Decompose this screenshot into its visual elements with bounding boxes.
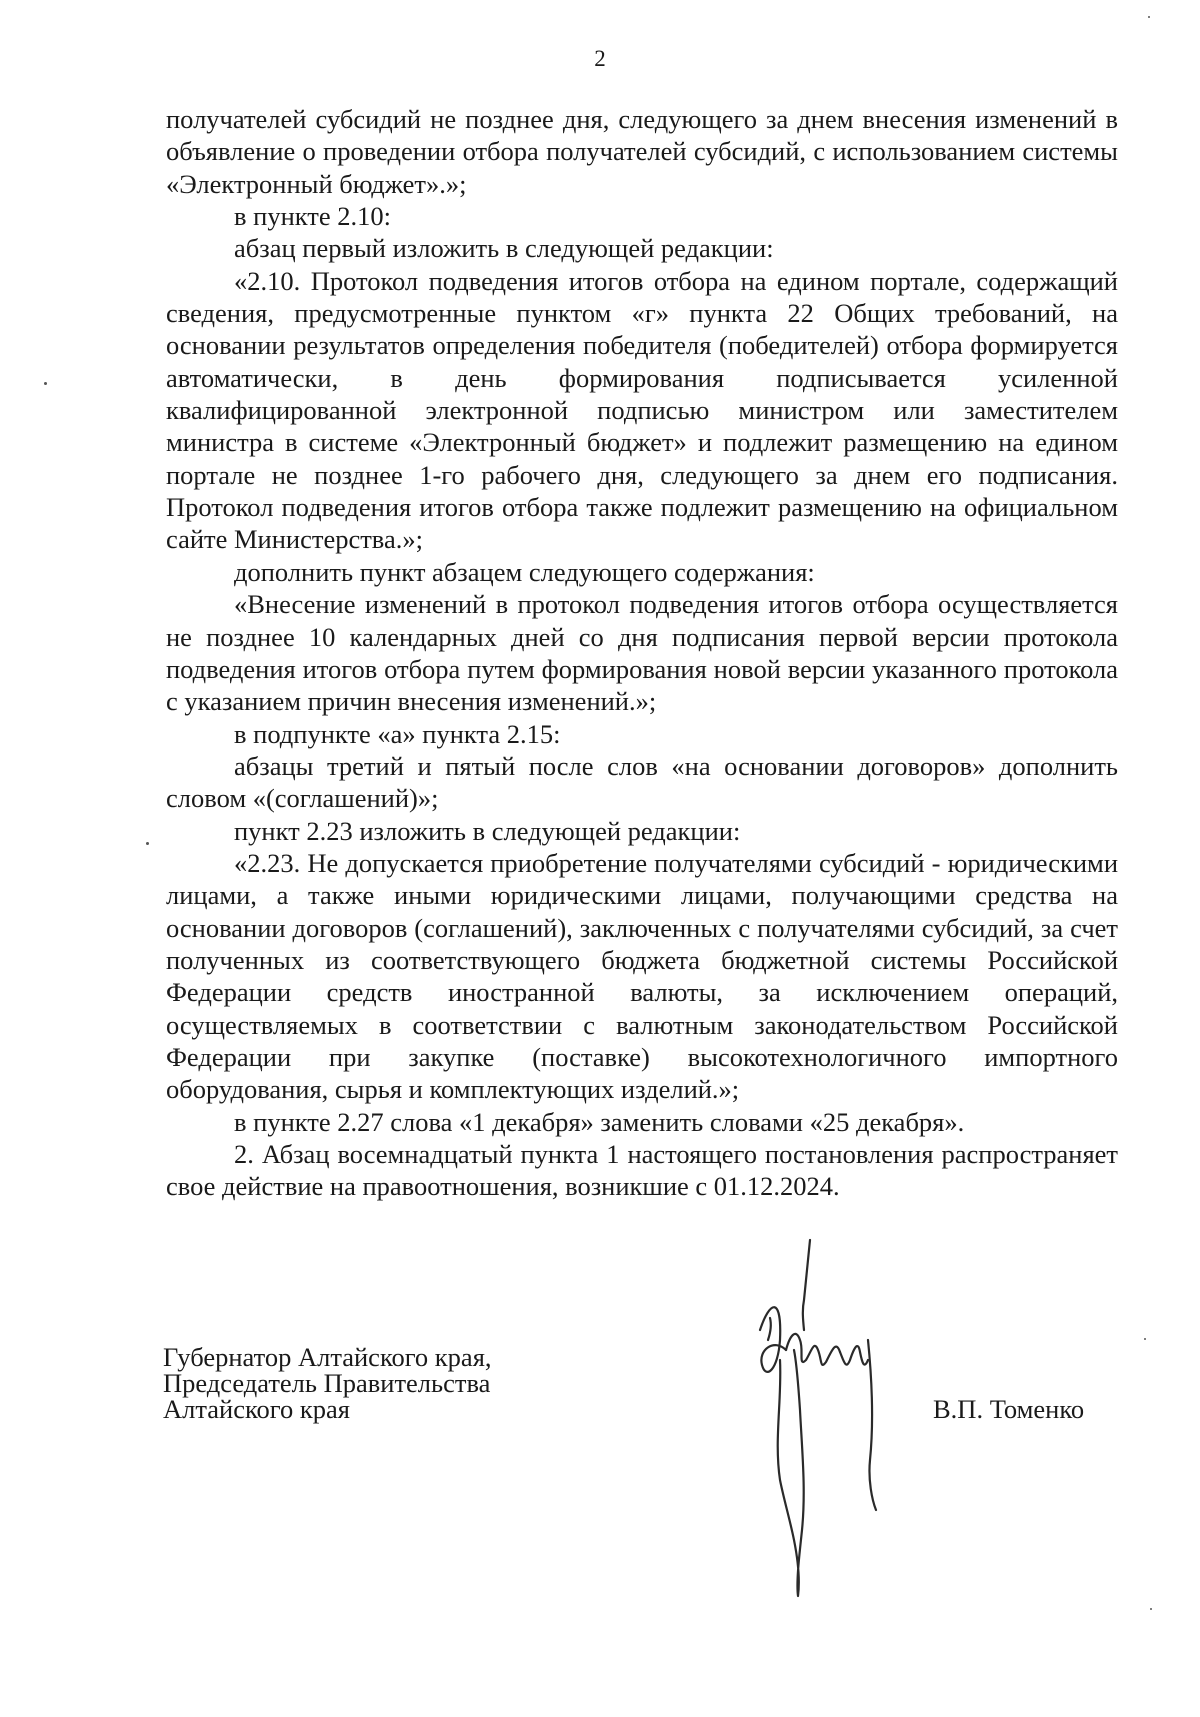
paragraph: 2. Абзац восемнадцатый пункта 1 настоящего постановления распространяет свое действие на правоотношения, возникшие с 01.12.2024. — [166, 1139, 1118, 1202]
scan-speck — [146, 842, 149, 845]
scan-speck — [1148, 16, 1150, 18]
signatory-title — [163, 1344, 492, 1422]
paragraph: в пункте 2.27 слова «1 декабря» заменить словами «25 декабря». — [234, 1106, 965, 1137]
paragraph: абзац первый изложить в следующей редакции: — [234, 233, 774, 264]
paragraph: «2.23. Не допускается приобретение получателями субсидий - юридическими лицами, а также иными юридическими лицами, получающими средства на основании договоров (соглашений), заключенных с получателями субсидий, за счет полученных из соответствующего бюджета бюджетной системы Российской Федерации средств иностранной валюты, за исключением операций, осуществляемых в соответствии с валютным законодательством Российской Федерации при закупке (поставке) высокотехнологичного импортного оборудования, сырья и комплектующих изделий.»; — [166, 847, 1118, 1105]
page-number: 2 — [594, 46, 606, 71]
signatory-title-line: Председатель Правительства — [163, 1368, 491, 1398]
paragraph: в пункте 2.10: — [234, 201, 391, 232]
document-body — [166, 103, 1118, 1203]
paragraph: абзацы третий и пятый после слов «на основании договоров» дополнить словом «(соглашений)»; — [166, 750, 1118, 814]
handwritten-signature — [740, 1200, 930, 1600]
paragraph: «2.10. Протокол подведения итогов отбора на едином портале, содержащий сведения, предусмотренные пунктом «г» пункта 22 Общих требований, на основании результатов определения победителя (победителей) отбора формируется автоматически, в день формирования подписывается усиленной квалифицированной электронной подписью министром или заместителем министра в системе «Электронный бюджет» и подлежит размещению на едином портале не позднее 1-го рабочего дня, следующего за днем его подписания. Протокол подведения итогов отбора также подлежит размещению на официальном сайте Министерства.»; — [166, 265, 1118, 555]
paragraph: пункт 2.23 изложить в следующей редакции: — [234, 815, 741, 846]
paragraph: дополнить пункт абзацем следующего содержания: — [234, 556, 815, 587]
scan-speck — [1150, 1608, 1152, 1610]
paragraph: в подпункте «а» пункта 2.15: — [234, 718, 561, 749]
scan-speck — [1144, 1338, 1146, 1340]
signatory-title-line: Губернатор Алтайского края, — [163, 1342, 492, 1372]
signatory-name: В.П. Томенко — [933, 1394, 1085, 1424]
paragraph: получателей субсидий не позднее дня, следующего за днем внесения изменений в объявление о проведении отбора получателей субсидий, с использованием системы «Электронный бюджет».»; — [166, 104, 1118, 199]
paragraph: «Внесение изменений в протокол подведения итогов отбора осуществляется не позднее 10 календарных дней со дня подписания первой версии протокола подведения итогов отбора путем формирования новой версии указанного протокола с указанием причин внесения изменений.»; — [166, 589, 1118, 717]
signatory-title-line: Алтайского края — [163, 1394, 350, 1424]
scan-speck — [44, 382, 47, 385]
